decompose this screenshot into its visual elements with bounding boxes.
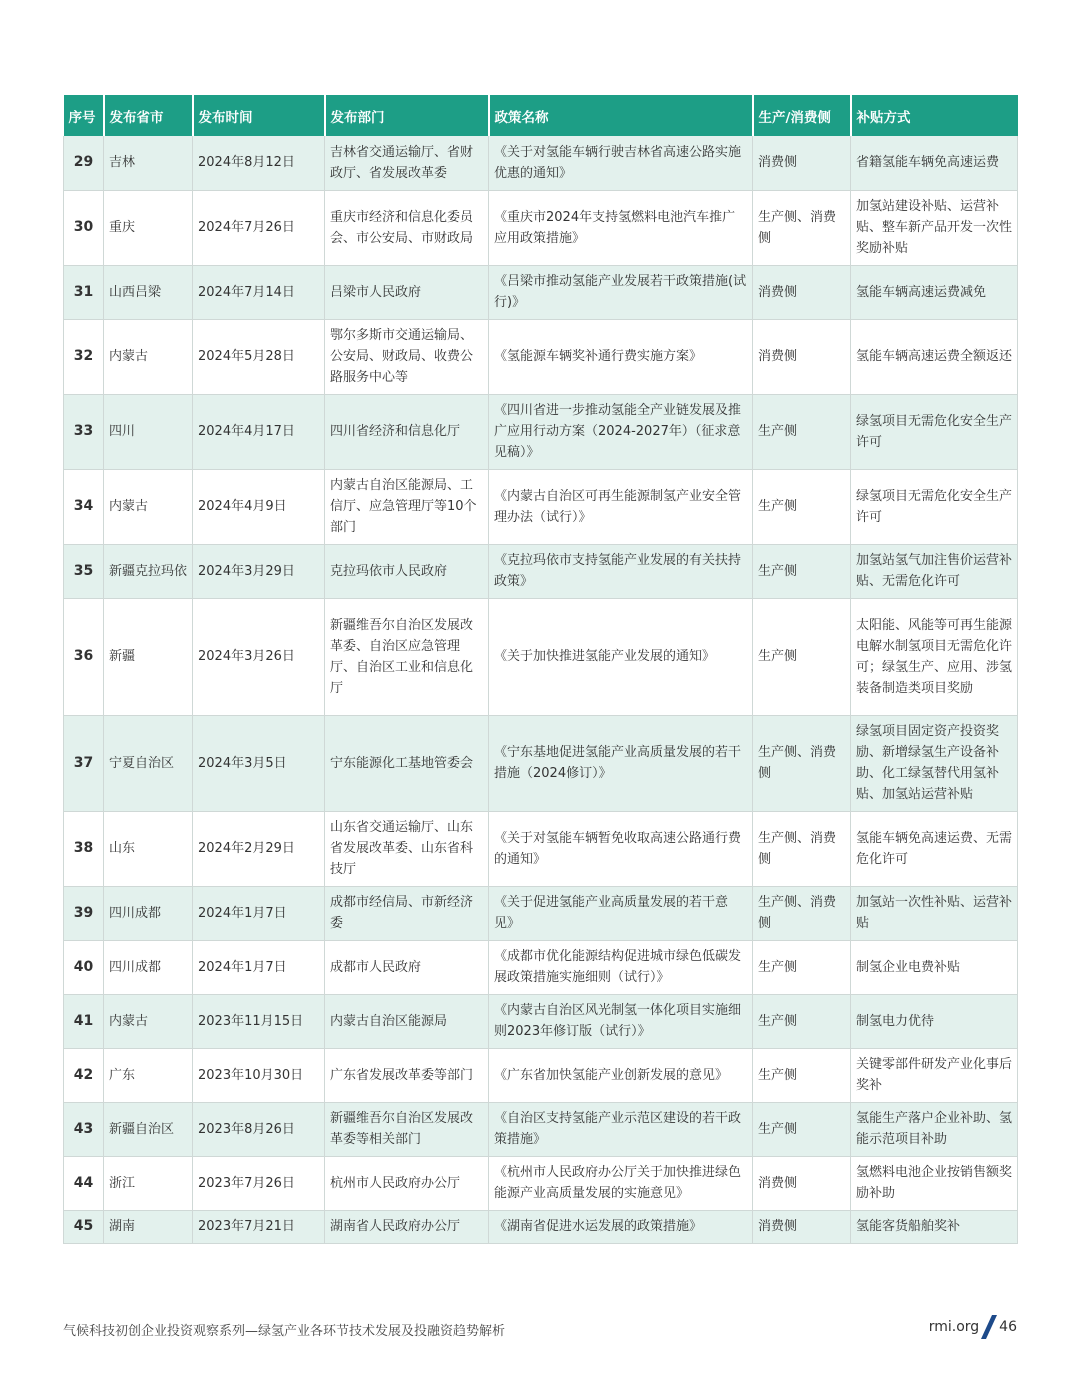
cell-index: 40 [64,940,104,994]
cell-side: 生产侧、消费侧 [753,811,851,886]
cell-region: 吉林 [104,136,193,190]
cell-subsidy: 制氢企业电费补贴 [851,940,1018,994]
cell-date: 2024年1月7日 [193,886,325,940]
cell-region: 浙江 [104,1156,193,1210]
cell-policy: 《成都市优化能源结构促进城市绿色低碳发展政策措施实施细则（试行）》 [489,940,753,994]
col-header-side: 生产/消费侧 [753,95,851,136]
cell-index: 44 [64,1156,104,1210]
cell-policy: 《氢能源车辆奖补通行费实施方案》 [489,319,753,394]
cell-department: 重庆市经济和信息化委员会、市公安局、市财政局 [325,190,489,265]
table-row [64,886,1018,940]
cell-date: 2023年7月21日 [193,1210,325,1243]
cell-policy: 《四川省进一步推动氢能全产业链发展及推广应用行动方案（2024-2027年）（征求意见稿）》 [489,394,753,469]
cell-side: 生产侧 [753,1048,851,1102]
cell-policy: 《关于对氢能车辆暂免收取高速公路通行费的通知》 [489,811,753,886]
cell-department: 成都市人民政府 [325,940,489,994]
cell-subsidy: 加氢站氢气加注售价运营补贴、无需危化许可 [851,544,1018,598]
cell-department: 新疆维吾尔自治区发展改革委、自治区应急管理厅、自治区工业和信息化厅 [325,598,489,715]
col-header-department: 发布部门 [325,95,489,136]
cell-index: 31 [64,265,104,319]
cell-policy: 《关于对氢能车辆行驶吉林省高速公路实施优惠的通知》 [489,136,753,190]
cell-department: 吕梁市人民政府 [325,265,489,319]
cell-region: 新疆自治区 [104,1102,193,1156]
col-header-date: 发布时间 [193,95,325,136]
cell-department: 湖南省人民政府办公厅 [325,1210,489,1243]
cell-department: 广东省发展改革委等部门 [325,1048,489,1102]
cell-region: 广东 [104,1048,193,1102]
cell-date: 2024年7月14日 [193,265,325,319]
cell-subsidy: 绿氢项目无需危化安全生产许可 [851,469,1018,544]
cell-department: 克拉玛依市人民政府 [325,544,489,598]
table-row [64,544,1018,598]
cell-department: 新疆维吾尔自治区发展改革委等相关部门 [325,1102,489,1156]
col-header-region: 发布省市 [104,95,193,136]
cell-region: 内蒙古 [104,319,193,394]
cell-policy: 《自治区支持氢能产业示范区建设的若干政策措施》 [489,1102,753,1156]
slash-divider-icon [981,1315,997,1339]
cell-date: 2023年11月15日 [193,994,325,1048]
cell-date: 2023年8月26日 [193,1102,325,1156]
policy-table [63,95,1018,1244]
cell-index: 30 [64,190,104,265]
cell-date: 2024年4月17日 [193,394,325,469]
table-header-row [64,95,1018,136]
cell-side: 消费侧 [753,1156,851,1210]
cell-date: 2024年3月26日 [193,598,325,715]
cell-region: 四川 [104,394,193,469]
cell-subsidy: 制氢电力优待 [851,994,1018,1048]
cell-date: 2024年3月29日 [193,544,325,598]
cell-subsidy: 氢能车辆高速运费全额返还 [851,319,1018,394]
cell-date: 2023年7月26日 [193,1156,325,1210]
cell-region: 重庆 [104,190,193,265]
table-row [64,1048,1018,1102]
cell-subsidy: 太阳能、风能等可再生能源电解水制氢项目无需危化许可；绿氢生产、应用、涉氢装备制造类项目奖励 [851,598,1018,715]
table-row [64,598,1018,715]
cell-index: 41 [64,994,104,1048]
cell-region: 内蒙古 [104,469,193,544]
cell-policy: 《重庆市2024年支持氢燃料电池汽车推广应用政策措施》 [489,190,753,265]
table-row [64,136,1018,190]
cell-index: 32 [64,319,104,394]
cell-side: 生产侧 [753,598,851,715]
cell-region: 山东 [104,811,193,886]
cell-side: 生产侧、消费侧 [753,715,851,811]
table-row [64,394,1018,469]
cell-policy: 《关于加快推进氢能产业发展的通知》 [489,598,753,715]
cell-side: 消费侧 [753,265,851,319]
cell-policy: 《内蒙古自治区可再生能源制氢产业安全管理办法（试行）》 [489,469,753,544]
cell-side: 生产侧 [753,469,851,544]
cell-date: 2024年7月26日 [193,190,325,265]
cell-department: 内蒙古自治区能源局 [325,994,489,1048]
col-header-index: 序号 [64,95,104,136]
cell-policy: 《湖南省促进水运发展的政策措施》 [489,1210,753,1243]
cell-date: 2023年10月30日 [193,1048,325,1102]
cell-index: 38 [64,811,104,886]
policy-table-container [63,95,1017,1244]
cell-subsidy: 加氢站建设补贴、运营补贴、整车新产品开发一次性奖励补贴 [851,190,1018,265]
cell-subsidy: 绿氢项目固定资产投资奖励、新增绿氢生产设备补助、化工绿氢替代用氢补贴、加氢站运营补贴 [851,715,1018,811]
footer-series-title: 气候科技初创企业投资观察系列—绿氢产业各环节技术发展及投融资趋势解析 [63,1324,506,1339]
footer-page-number: 46 [999,1319,1017,1335]
cell-region: 四川成都 [104,886,193,940]
cell-policy: 《广东省加快氢能产业创新发展的意见》 [489,1048,753,1102]
cell-policy: 《克拉玛依市支持氢能产业发展的有关扶持政策》 [489,544,753,598]
cell-region: 内蒙古 [104,994,193,1048]
cell-date: 2024年3月5日 [193,715,325,811]
cell-subsidy: 氢能车辆免高速运费、无需危化许可 [851,811,1018,886]
cell-department: 鄂尔多斯市交通运输局、公安局、财政局、收费公路服务中心等 [325,319,489,394]
cell-index: 37 [64,715,104,811]
col-header-policy: 政策名称 [489,95,753,136]
cell-side: 生产侧 [753,394,851,469]
cell-side: 生产侧、消费侧 [753,190,851,265]
cell-region: 四川成都 [104,940,193,994]
cell-side: 生产侧 [753,1102,851,1156]
cell-side: 生产侧、消费侧 [753,886,851,940]
table-row [64,319,1018,394]
footer-site: rmi.org [928,1319,980,1335]
cell-index: 43 [64,1102,104,1156]
cell-subsidy: 氢能客货船舶奖补 [851,1210,1018,1243]
cell-date: 2024年8月12日 [193,136,325,190]
cell-policy: 《杭州市人民政府办公厅关于加快推进绿色能源产业高质量发展的实施意见》 [489,1156,753,1210]
cell-region: 新疆克拉玛依 [104,544,193,598]
cell-department: 吉林省交通运输厅、省财政厅、省发展改革委 [325,136,489,190]
table-row [64,940,1018,994]
cell-subsidy: 氢燃料电池企业按销售额奖励补助 [851,1156,1018,1210]
cell-side: 生产侧 [753,994,851,1048]
cell-subsidy: 氢能生产落户企业补助、氢能示范项目补助 [851,1102,1018,1156]
cell-date: 2024年2月29日 [193,811,325,886]
cell-side: 消费侧 [753,136,851,190]
cell-department: 山东省交通运输厅、山东省发展改革委、山东省科技厅 [325,811,489,886]
cell-index: 42 [64,1048,104,1102]
footer-page-info [929,1315,1017,1339]
table-row [64,1210,1018,1243]
cell-index: 33 [64,394,104,469]
cell-index: 35 [64,544,104,598]
col-header-subsidy: 补贴方式 [851,95,1018,136]
cell-side: 生产侧 [753,940,851,994]
cell-date: 2024年4月9日 [193,469,325,544]
cell-region: 宁夏自治区 [104,715,193,811]
cell-side: 消费侧 [753,1210,851,1243]
cell-policy: 《吕梁市推动氢能产业发展若干政策措施(试行)》 [489,265,753,319]
cell-department: 成都市经信局、市新经济委 [325,886,489,940]
cell-policy: 《关于促进氢能产业高质量发展的若干意见》 [489,886,753,940]
table-row [64,190,1018,265]
cell-index: 36 [64,598,104,715]
cell-index: 29 [64,136,104,190]
cell-department: 杭州市人民政府办公厅 [325,1156,489,1210]
cell-side: 消费侧 [753,319,851,394]
cell-department: 宁东能源化工基地管委会 [325,715,489,811]
cell-date: 2024年1月7日 [193,940,325,994]
cell-subsidy: 关键零部件研发产业化事后奖补 [851,1048,1018,1102]
table-row [64,811,1018,886]
table-row [64,1102,1018,1156]
cell-subsidy: 绿氢项目无需危化安全生产许可 [851,394,1018,469]
cell-policy: 《内蒙古自治区风光制氢一体化项目实施细则2023年修订版（试行）》 [489,994,753,1048]
cell-index: 45 [64,1210,104,1243]
cell-region: 山西吕梁 [104,265,193,319]
table-row [64,265,1018,319]
cell-policy: 《宁东基地促进氢能产业高质量发展的若干措施（2024修订）》 [489,715,753,811]
table-row [64,994,1018,1048]
cell-region: 新疆 [104,598,193,715]
cell-region: 湖南 [104,1210,193,1243]
cell-subsidy: 氢能车辆高速运费减免 [851,265,1018,319]
cell-date: 2024年5月28日 [193,319,325,394]
table-row [64,469,1018,544]
cell-side: 生产侧 [753,544,851,598]
cell-index: 39 [64,886,104,940]
table-row [64,1156,1018,1210]
cell-department: 内蒙古自治区能源局、工信厅、应急管理厅等10个部门 [325,469,489,544]
table-row [64,715,1018,811]
table-body [64,136,1018,1243]
cell-index: 34 [64,469,104,544]
cell-subsidy: 省籍氢能车辆免高速运费 [851,136,1018,190]
cell-subsidy: 加氢站一次性补贴、运营补贴 [851,886,1018,940]
cell-department: 四川省经济和信息化厅 [325,394,489,469]
